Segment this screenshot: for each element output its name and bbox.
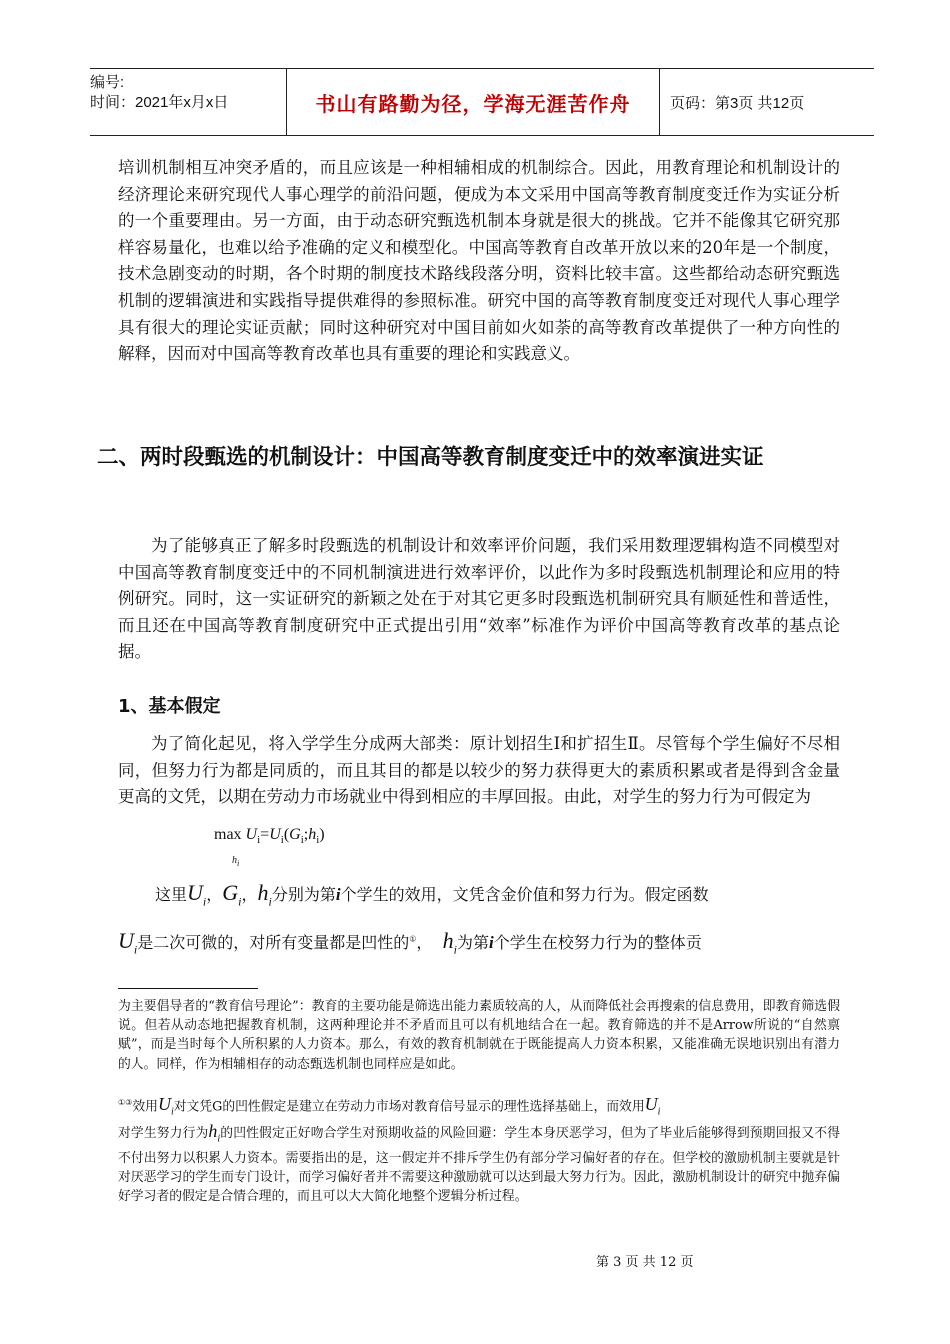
header-middle xyxy=(286,69,660,135)
comma: ， xyxy=(416,933,433,952)
formula-max-subscript xyxy=(232,855,239,868)
var-g-sub: i xyxy=(238,894,242,909)
text-concave: 是二次可微的，对所有变量都是凹性的 xyxy=(137,933,410,952)
var-h-sub: i xyxy=(453,942,457,957)
header-right xyxy=(660,69,874,135)
formula-eq: = xyxy=(260,826,270,843)
header-motto: 书山有路勤为径，学海无涯苦作舟 xyxy=(315,93,631,116)
fn-text-a: 效用 xyxy=(132,1099,158,1115)
var-u-letter: U xyxy=(187,880,203,905)
text-definition: 个学生的效用，文凭含金价值和努力行为。假定函数 xyxy=(340,885,709,904)
var-i: i xyxy=(488,933,494,952)
page-header xyxy=(90,68,874,136)
formula-sub: i xyxy=(300,834,304,847)
footnote-1: 为主要倡导者的“教育信号理论”：教育的主要功能是筛选出能力素质较高的人，从而降低社会再搜索的信息费用，即教育筛选假说。但若从动态地把握教育机制，这两种理论并不矛盾而且可以有机地结合在一起。教育筛选的并不是Arrow所说的“自然禀赋”，而是当时每个人所积累的人力资本。那么，有效的教育机制就在于既能提高人力资本积累，又能准确无误地识别出有潜力的人。同样，作为相辅相存的动态甄选机制也同样应是如此。 xyxy=(118,999,840,1072)
formula-paren: ) xyxy=(319,826,325,843)
time-label: 时间：2021年x月x日 xyxy=(90,94,229,111)
var-h xyxy=(442,928,457,957)
formula-g: G xyxy=(289,826,301,843)
footnote-divider xyxy=(118,988,258,989)
paragraph-intro-continued: 培训机制相互冲突矛盾的，而且应该是一种相辅相成的机制综合。因此，用教育理论和机制设计的经济理论来研究现代人事心理学的前沿问题，便成为本文采用中国高等教育制度变迁作为实证分析的一个重要理由。另一方面，由于动态研究甄选机制本身就是很大的挑战。它并不能像其它研究那样容易量化，也难以给予准确的定义和模型化。中国高等教育自改革开放以来的20年是一个制度，技术急剧变动的时期，各个时期的制度技术路线段落分明，资料比较丰富。这些都给动态研究甄选机制的逻辑演进和实践指导提供难得的参照标准。研究中国的高等教育制度变迁对现代人事心理学具有很大的理论实证贡献；同时这种研究对中国目前如火如荼的高等教育改革提供了一种方向性的解释，因而对中国高等教育改革也具有重要的理论和实践意义。 xyxy=(118,158,840,364)
text-respectively: 分别为第 xyxy=(271,885,336,904)
header-page-info: 页码：第3页 共12页 xyxy=(670,94,805,112)
fn-var-u xyxy=(644,1094,661,1118)
formula-sep: ; xyxy=(303,826,309,843)
var-g-letter: G xyxy=(222,880,239,905)
paragraph-basic-assumption: 为了简化起见，将入学学生分成两大部类：原计划招生Ⅰ和扩招生Ⅱ。尽管每个学生偏好不尽相同，但努力行为都是同质的，而且其目的都是以较少的努力获得更大的素质积累或者是得到含金量更高的文凭，以期在劳动力市场就业中得到相应的丰厚回报。由此，对学生的努力行为可假定为 xyxy=(118,734,840,807)
variable-definition-line-1 xyxy=(155,880,845,909)
formula-under-i: i xyxy=(237,859,240,868)
fn-var-u-sub: i xyxy=(657,1106,661,1118)
var-u xyxy=(187,880,207,909)
formula-op: max xyxy=(214,826,242,843)
formula-under-h: h xyxy=(232,855,237,866)
section-title: 二、两时段甄选的机制设计：中国高等教育制度变迁中的效率演进实证 xyxy=(97,445,764,470)
var-h-letter: h xyxy=(257,880,269,905)
fn-text-c: 对学生努力行为 xyxy=(118,1126,209,1142)
fn-var-u xyxy=(157,1094,174,1118)
header-left xyxy=(90,69,286,135)
paragraph-section-intro: 为了能够真正了解多时段甄选的机制设计和效率评价问题，我们采用数理逻辑构造不同模型对中国高等教育制度变迁中的不同机制演进进行效率评价，以此作为多时段甄选机制理论和应用的特例研究。同时，这一实证研究的新颖之处在于对其它更多时段甄选机制研究具有顺延性和普适性，而且还在中国高等教育制度研究中正式提出引用“效率”标准作为评价中国高等教育改革的基点论据。 xyxy=(118,536,840,662)
text-here: 这里 xyxy=(155,885,188,904)
comma: ， xyxy=(241,885,258,904)
var-u-sub: i xyxy=(202,894,207,909)
var-u xyxy=(118,928,138,957)
footnote-ref: ① xyxy=(409,934,417,944)
var-u-letter: U xyxy=(118,928,134,953)
footnote-2 xyxy=(118,1093,840,1206)
var-u-sub: i xyxy=(133,942,138,957)
var-i: i xyxy=(335,885,341,904)
var-g xyxy=(222,880,242,909)
page-footer: 第 3 页 共 12 页 xyxy=(596,1255,694,1270)
fn-var-h-letter: h xyxy=(208,1121,218,1142)
subsection-title: 1、基本假定 xyxy=(118,696,221,717)
fn-text-b: 对文凭G的凹性假定是建立在劳动力市场对教育信号显示的理性选择基础上，而效用 xyxy=(173,1099,645,1115)
fn-var-u-letter: U xyxy=(644,1094,658,1115)
formula-paren: ( xyxy=(283,826,290,843)
fn-var-u-letter: U xyxy=(157,1094,171,1115)
formula-rhs-fn: U xyxy=(269,826,281,843)
formula-max-utility xyxy=(214,826,325,846)
comma: ， xyxy=(206,885,223,904)
var-h-sub: i xyxy=(268,894,272,909)
fn-text-d: 的凹性假定正好吻合学生对预期收益的风险回避：学生本身厌恶学习，但为了毕业后能够得到预期回报又不得不付出努力以积累人力资本。需要指出的是，这一假定并不排斥学生仍有部分学习偏好者的存在。但学校的激励机制主要就是针对厌恶学习的学生而专门设计，而学习偏好者并不需要这种激励就可以达到最大努力行为。因此，激励机制设计的研究中抛弃偏好学习者的假定是合情合理的，而且可以大大简化地整个逻辑分析过程。 xyxy=(118,1126,841,1205)
footnote-mark: ①③ xyxy=(118,1098,133,1107)
var-h-letter: h xyxy=(442,928,454,953)
fn-var-h-sub: i xyxy=(217,1133,221,1145)
variable-definition-line-2 xyxy=(118,928,808,957)
formula-sub: i xyxy=(280,834,284,847)
formula-h: h xyxy=(308,826,317,843)
text-contribution: 个学生在校努力行为的整体贡 xyxy=(493,933,702,952)
text-is-the: 为第 xyxy=(456,933,489,952)
formula-sub: i xyxy=(257,834,261,847)
var-h xyxy=(257,880,272,909)
fn-var-h xyxy=(208,1121,221,1145)
fn-var-u-sub: i xyxy=(170,1106,174,1118)
formula-sub: i xyxy=(316,834,320,847)
number-label: 编号: xyxy=(90,74,125,91)
formula-lhs: U xyxy=(245,826,258,843)
